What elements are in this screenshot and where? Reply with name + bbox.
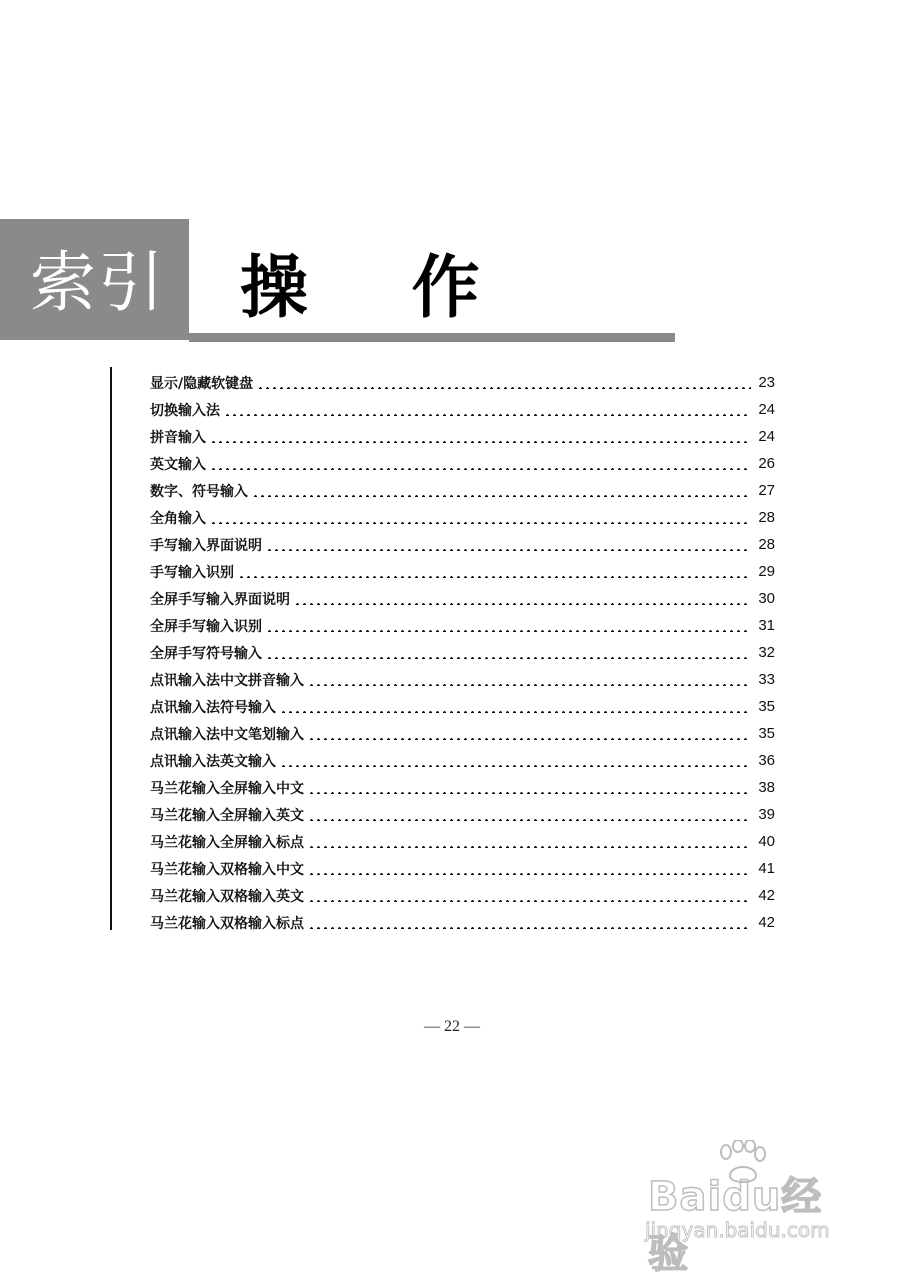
- entry-title: 全屏手写输入界面说明: [150, 591, 290, 608]
- entry-title: 马兰花输入双格输入标点: [150, 915, 304, 932]
- index-tab-label: 索引: [30, 244, 166, 321]
- dot-leader: [308, 873, 751, 875]
- entry-page-number: 24: [758, 401, 775, 418]
- dot-leader: [294, 603, 751, 605]
- dot-leader: [238, 576, 751, 578]
- index-entry: [150, 693, 775, 720]
- dot-leader: [266, 630, 751, 632]
- dot-leader: [280, 711, 751, 713]
- entry-title: 马兰花输入全屏输入英文: [150, 807, 304, 824]
- entry-page-number: 27: [758, 482, 775, 499]
- entry-page-number: 35: [758, 725, 775, 742]
- entry-title: 全屏手写符号输入: [150, 645, 262, 662]
- entry-page-number: 40: [758, 833, 775, 850]
- index-entry: [150, 369, 775, 396]
- index-list: [150, 369, 775, 936]
- dot-leader: [266, 657, 751, 659]
- entry-page-number: 35: [758, 698, 775, 715]
- dot-leader: [257, 387, 751, 389]
- entry-page-number: 29: [758, 563, 775, 580]
- index-entry: [150, 801, 775, 828]
- index-entry: [150, 909, 775, 936]
- index-entry: [150, 882, 775, 909]
- entry-page-number: 23: [758, 374, 775, 391]
- page-title: 操 作: [240, 249, 520, 328]
- entry-title: 马兰花输入全屏输入中文: [150, 780, 304, 797]
- entry-title: 拼音输入: [150, 429, 206, 446]
- entry-page-number: 28: [758, 536, 775, 553]
- dot-leader: [252, 495, 751, 497]
- index-entry: [150, 774, 775, 801]
- entry-title: 全角输入: [150, 510, 206, 527]
- index-entry: [150, 558, 775, 585]
- entry-title: 点讯输入法符号输入: [150, 699, 276, 716]
- dot-leader: [210, 468, 751, 470]
- entry-page-number: 32: [758, 644, 775, 661]
- index-entry: [150, 666, 775, 693]
- entry-page-number: 31: [758, 617, 775, 634]
- entry-page-number: 33: [758, 671, 775, 688]
- page-number: — 22 —: [424, 1018, 480, 1035]
- entry-title: 数字、符号输入: [150, 483, 248, 500]
- index-entry: [150, 720, 775, 747]
- index-vertical-rule: [110, 367, 112, 930]
- entry-page-number: 24: [758, 428, 775, 445]
- dot-leader: [308, 819, 751, 821]
- dot-leader: [308, 684, 751, 686]
- baidu-jingyan-watermark: [640, 1140, 860, 1277]
- index-entry: [150, 855, 775, 882]
- entry-title: 手写输入界面说明: [150, 537, 262, 554]
- index-entry: [150, 504, 775, 531]
- index-entry: [150, 477, 775, 504]
- entry-page-number: 39: [758, 806, 775, 823]
- index-entry: [150, 828, 775, 855]
- dot-leader: [308, 792, 751, 794]
- index-entry: [150, 612, 775, 639]
- dot-leader: [280, 765, 751, 767]
- index-entry: [150, 450, 775, 477]
- entry-title: 手写输入识别: [150, 564, 234, 581]
- index-entry: [150, 585, 775, 612]
- entry-title: 点讯输入法中文笔划输入: [150, 726, 304, 743]
- entry-title: 点讯输入法中文拼音输入: [150, 672, 304, 689]
- dot-leader: [266, 549, 751, 551]
- entry-title: 点讯输入法英文输入: [150, 753, 276, 770]
- dot-leader: [308, 846, 751, 848]
- entry-title: 马兰花输入双格输入英文: [150, 888, 304, 905]
- entry-title: 马兰花输入全屏输入标点: [150, 834, 304, 851]
- entry-title: 切换输入法: [150, 402, 220, 419]
- dot-leader: [224, 414, 751, 416]
- entry-page-number: 30: [758, 590, 775, 607]
- entry-page-number: 26: [758, 455, 775, 472]
- dot-leader: [308, 900, 751, 902]
- dot-leader: [210, 522, 751, 524]
- index-entry: [150, 639, 775, 666]
- dot-leader: [308, 738, 751, 740]
- header-underline: [189, 333, 675, 342]
- watermark-url: jingyan.baidu.com: [645, 1218, 830, 1242]
- entry-page-number: 28: [758, 509, 775, 526]
- entry-title: 英文输入: [150, 456, 206, 473]
- index-entry: [150, 747, 775, 774]
- entry-title: 全屏手写输入识别: [150, 618, 262, 635]
- index-entry: [150, 423, 775, 450]
- entry-page-number: 41: [758, 860, 775, 877]
- dot-leader: [308, 927, 751, 929]
- entry-page-number: 42: [758, 914, 775, 931]
- entry-page-number: 38: [758, 779, 775, 796]
- index-entry: [150, 396, 775, 423]
- entry-title: 马兰花输入双格输入中文: [150, 861, 304, 878]
- watermark-logo-text: Baidu经验: [648, 1174, 823, 1277]
- entry-title: 显示/隐藏软键盘: [150, 375, 254, 392]
- dot-leader: [210, 441, 751, 443]
- entry-page-number: 42: [758, 887, 775, 904]
- entry-page-number: 36: [758, 752, 775, 769]
- index-entry: [150, 531, 775, 558]
